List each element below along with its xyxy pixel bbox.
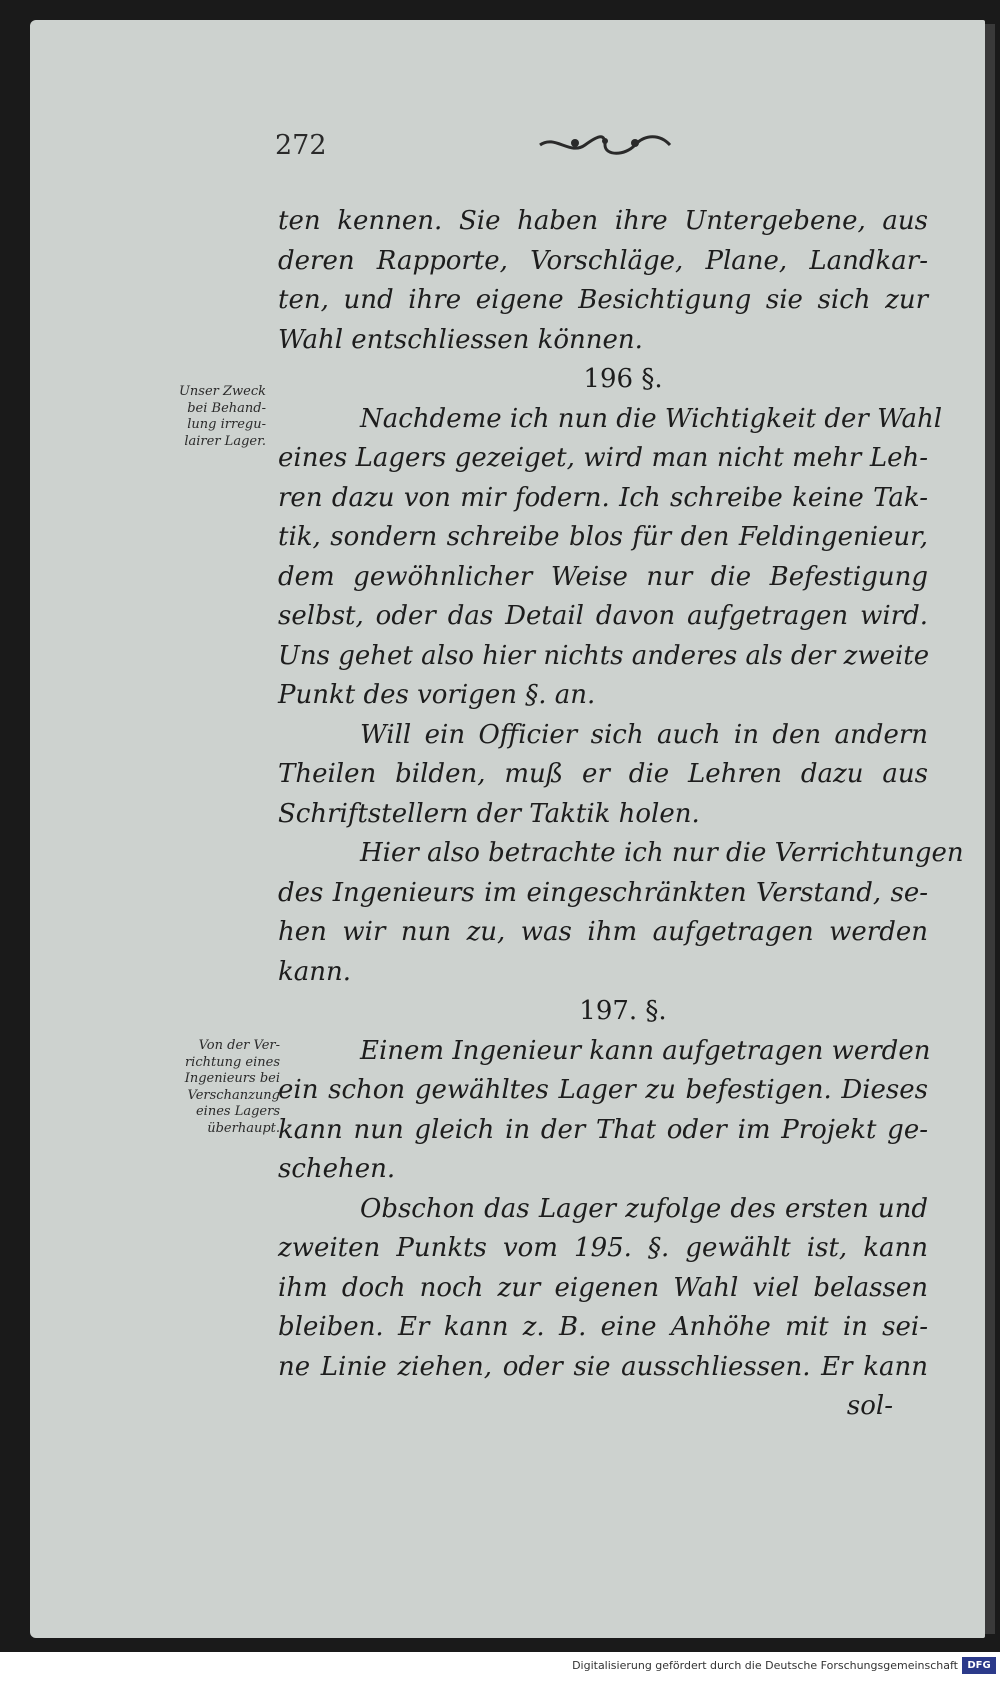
text-line: kann nun gleich in der That oder im Projekt ge-	[278, 1114, 928, 1145]
fleuron-ornament-icon	[535, 132, 675, 158]
margin-note-line: Unser Zweck	[178, 384, 266, 399]
text-line: des Ingenieurs im eingeschränkten Verstand, se-	[278, 877, 928, 908]
text-line: hen wir nun zu, was ihm aufgetragen werden	[278, 917, 928, 947]
text-line: schehen.	[278, 1154, 396, 1184]
margin-note-line: bei Behand-	[187, 400, 266, 416]
digitization-credit: Digitalisierung gefördert durch die Deutsche Forschungsgemeinschaft	[572, 1659, 958, 1672]
text-line: ne Linie ziehen, oder sie ausschliessen. Er kann	[278, 1351, 928, 1382]
margin-note-line: Ingenieurs bei	[184, 1071, 280, 1086]
margin-note-line: Von der Ver-	[198, 1038, 280, 1053]
page-edge	[985, 24, 995, 1634]
text-line: Wahl entschliessen können.	[278, 324, 643, 355]
page-header	[275, 130, 975, 170]
text-line: eines Lagers gezeiget, wird man nicht mehr Leh-	[278, 443, 928, 473]
text-line: ten, und ihre eigene Besichtigung sie sich zur	[278, 285, 928, 315]
text-line: Schriftstellern der Taktik holen.	[278, 798, 700, 829]
body-text	[278, 202, 964, 1427]
text-line: Will ein Officier sich auch in den andern	[360, 719, 928, 750]
text-line: kann.	[278, 956, 352, 987]
text-line: Theilen bilden, muß er die Lehren dazu aus	[278, 759, 928, 789]
text-line: ein schon gewähltes Lager zu befestigen. Dieses	[278, 1075, 928, 1105]
text-line: ihm doch noch zur eigenen Wahl viel belassen	[278, 1272, 928, 1303]
page-number: 272	[275, 130, 327, 161]
text-line: deren Rapporte, Vorschläge, Plane, Landkar-	[278, 245, 928, 276]
section-heading-196: 196 §.	[583, 364, 663, 394]
text-line: Nachdeme ich nun die Wichtigkeit der Wahl	[360, 403, 943, 434]
margin-note-line: eines Lagers	[195, 1104, 280, 1119]
margin-note-line: lung irregu-	[187, 417, 266, 432]
dfg-logo: DFG	[962, 1657, 996, 1674]
text-line: selbst, oder das Detail davon aufgetragen wird.	[278, 601, 928, 631]
margin-note-line: richtung eines	[184, 1054, 280, 1070]
text-line: Hier also betrachte ich nur die Verrichtungen	[360, 838, 964, 868]
text-line: Punkt des vorigen §. an.	[278, 680, 596, 710]
text-line: Einem Ingenieur kann aufgetragen werden	[360, 1035, 931, 1066]
margin-note-2	[138, 1038, 280, 1137]
text-line: tik, sondern schreibe blos für den Feldingenieur,	[278, 522, 928, 552]
margin-note-line: lairer Lager.	[184, 433, 266, 449]
catchword: sol-	[846, 1391, 893, 1421]
margin-note-line: überhaupt.	[207, 1120, 280, 1136]
text-line: ren dazu von mir fodern. Ich schreibe keine Tak-	[278, 482, 928, 513]
section-heading-197: 197. §.	[579, 996, 667, 1026]
text-line: ten kennen. Sie haben ihre Untergebene, aus	[278, 206, 928, 236]
text-line: bleiben. Er kann z. B. eine Anhöhe mit in sei-	[278, 1312, 928, 1342]
text-line: Uns gehet also hier nichts anderes als der zweite	[278, 640, 930, 671]
text-line: Obschon das Lager zufolge des ersten und	[360, 1193, 928, 1224]
text-line: dem gewöhnlicher Weise nur die Befestigung	[278, 561, 928, 592]
footer-bar	[0, 1652, 1000, 1681]
margin-note-line: Verschanzung	[187, 1087, 280, 1103]
text-line: zweiten Punkts vom 195. §. gewählt ist, kann	[278, 1233, 928, 1263]
margin-note-1	[138, 384, 266, 450]
